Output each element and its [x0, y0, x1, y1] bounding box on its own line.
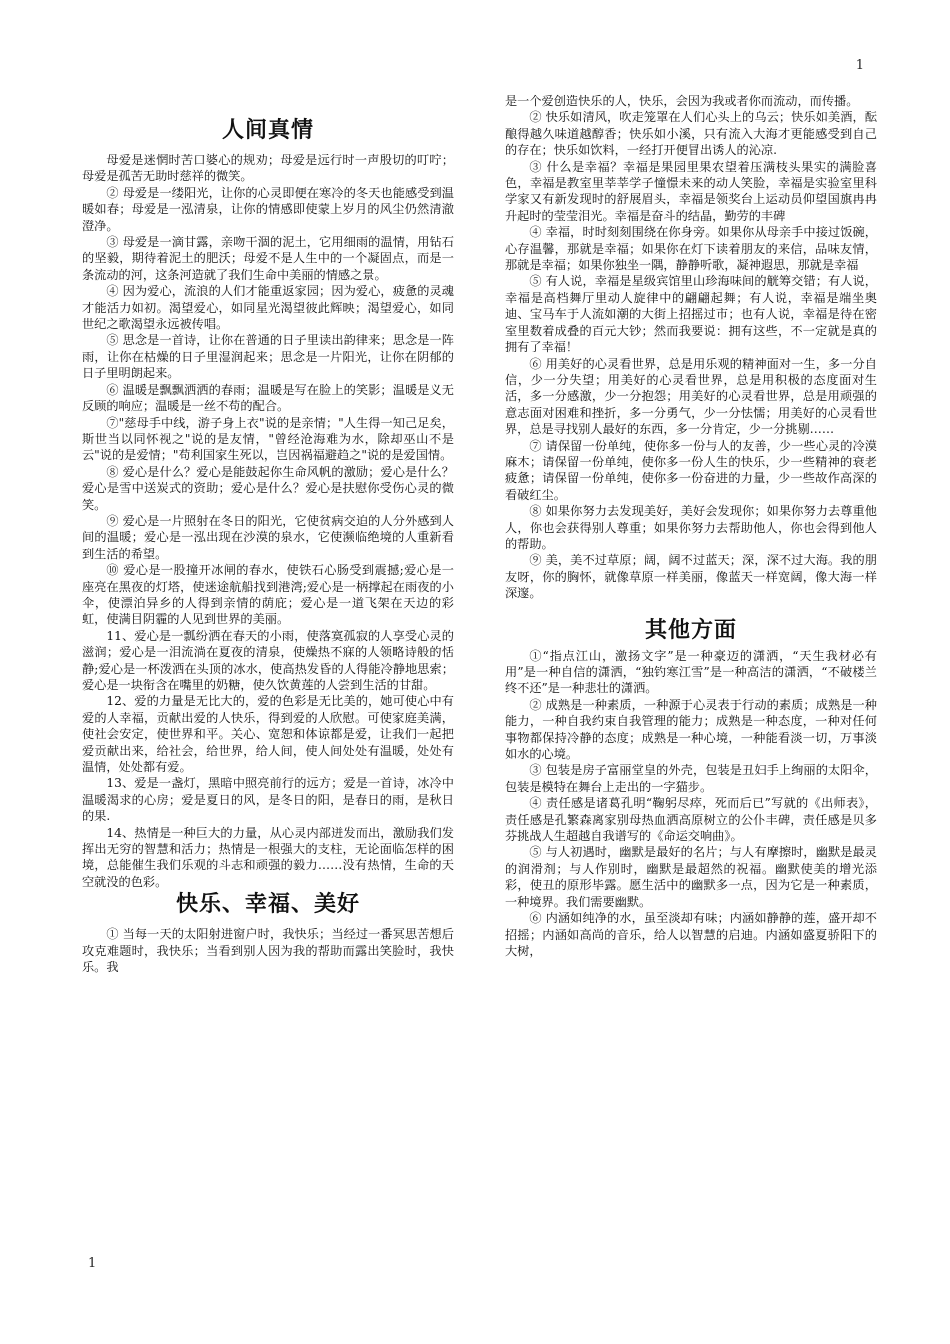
right-column [505, 93, 877, 959]
section-title-true-love: 人间真情 [221, 117, 314, 143]
paragraph: ④ 因为爱心，流浪的人们才能重返家园；因为爱心，疲惫的灵魂才能活力如初。渴望爱心，如同星光渴望彼此辉映；渴望爱心，如同世纪之歌渴望永远被传唱。 [82, 284, 454, 332]
paragraph: 14、热情是一种巨大的力量，从心灵内部迸发而出，激励我们发挥出无穷的智慧和活力；热情是一根强大的支柱，无论面临怎样的困境，总能催生我们乐观的斗志和顽强的毅力……没有热情，生命的天空就没的色彩。 [82, 825, 454, 889]
paragraph: ⑥ 用美好的心灵看世界，总是用乐观的精神面对一生，多一分自信，少一分失望；用美好的心灵看世界，总是用积极的态度面对生活，多一分感激，少一分抱怨；用美好的心灵看世界，总是用顽强的意志面对困难和挫折，多一分勇气，少一分怯懦；用美好的心灵看世界，总是寻找别人最好的东西，多一分肯定，少一分挑剔…… [505, 356, 877, 437]
paragraph: ⑤ 思念是一首诗，让你在普通的日子里读出韵律来；思念是一阵雨，让你在枯燥的日子里湿润起来；思念是一片阳光，让你在阴郁的日子里明朗起来。 [82, 333, 454, 381]
paragraph: ③ 什么是幸福？幸福是果园里果农望着压满枝头果实的满脸喜色，幸福是教室里莘莘学子憧憬未来的动人笑脸，幸福是实验室里科学家又有新发现时的舒展眉头，幸福是领奖台上运动员仰望国旗冉冉升起时的莹莹泪光。幸福是奋斗的结晶，勤劳的丰碑 [505, 159, 877, 223]
paragraph: ⑤ 与人初遇时，幽默是最好的名片；与人有摩擦时，幽默是最灵的润滑剂；与人作别时，幽默是最超然的祝福。幽默使美的增光添彩，使丑的原形毕露。愿生活中的幽默多一点，因为它是一种素质，一种境界。我们需要幽默。 [505, 845, 877, 909]
paragraph: 13、爱是一盏灯，黑暗中照亮前行的远方；爱是一首诗，冰冷中温暖渴求的心房；爱是夏日的风，是冬日的阳，是春日的雨，是秋日的果. [82, 776, 454, 824]
left-paragraphs-2 [82, 926, 454, 975]
paragraph: ④ 责任感是诸葛孔明“鞠躬尽瘁，死而后已”写就的《出师表》，责任感是孔繁森离家别母热血洒高原树立的公仆丰碑，责任感是贝多芬挑战人生超越自我谱写的《命运交响曲》。 [505, 796, 877, 844]
section-title-other-aspects: 其他方面 [644, 616, 737, 643]
paragraph: ⑤ 有人说，幸福是星级宾馆里山珍海味间的觥筹交错；有人说，幸福是高档舞厅里动人旋律中的翩翩起舞；有人说，幸福是端坐奥迪、宝马车于人流如潮的大街上招摇过市；也有人说，幸福是待在密室里数着成叠的百元大钞；然而我要说：拥有这些，不一定就是真的拥有了幸福！ [505, 274, 877, 355]
paragraph: ⑥ 内涵如纯净的水，虽至淡却有味；内涵如静静的莲，盛开却不招摇；内涵如高尚的音乐，给人以智慧的启迪。内涵如盛夏骄阳下的大树， [505, 911, 877, 958]
paragraph: ② 快乐如清风，吹走笼罩在人们心头上的乌云；快乐如美酒，酝酿得越久味道越醇香；快乐如小溪，只有流入大海才更能感受到自己的存在；快乐如饮料，一经打开便冒出诱人的沁凉. [505, 110, 877, 158]
paragraph: ⑥ 温暖是飘飘洒洒的春雨；温暖是写在脸上的笑影；温暖是义无反顾的响应；温暖是一丝不苟的配合。 [82, 382, 454, 414]
paragraph: ① 当每一天的太阳射进窗户时，我快乐；当经过一番冥思苦想后攻克难题时，我快乐；当看到别人因为我的帮助而露出笑脸时，我快乐。我 [82, 927, 454, 975]
right-paragraphs [505, 109, 877, 601]
continued-paragraph: 是一个爱创造快乐的人，快乐，会因为我或者你而流动，而传播。 [505, 94, 859, 108]
section-title-happiness: 快乐、幸福、美好 [175, 891, 360, 918]
paragraph: ④ 幸福，时时刻刻围绕在你身旁。如果你从母亲手中接过饭碗，心存温馨，那就是幸福；如果你在灯下读着朋友的来信，品味友情，那就是幸福；如果你独坐一隅，静静听歌，凝神遐思，那就是幸福 [505, 225, 877, 273]
paragraph: 母爱是迷惘时苦口婆心的规劝；母爱是远行时一声殷切的叮咛；母爱是孤苦无助时慈祥的微笑。 [82, 153, 454, 184]
paragraph: ⑨ 美，美不过草原；阔，阔不过蓝天；深，深不过大海。我的朋友呀，你的胸怀，就像草原一样美丽，像蓝天一样宽阔，像大海一样深邃。 [505, 553, 877, 601]
paragraph: ③ 母爱是一滴甘露，亲吻干涸的泥土，它用细雨的温情，用钻石的坚毅，期待着泥土的肥沃；母爱不是人生中的一个凝固点，而是一条流动的河，这条河造就了我们生命中美丽的情感之景。 [82, 235, 454, 282]
paragraph: ⑧ 如果你努力去发现美好，美好会发现你；如果你努力去尊重他人，你也会获得别人尊重；如果你努力去帮助他人，你也会得到他人的帮助。 [505, 504, 877, 551]
paragraph: 11、爱心是一瓢纷洒在春天的小雨，使落寞孤寂的人享受心灵的滋润；爱心是一泪流淌在夏夜的清泉，使燥热不寐的人领略诗般的恬静;爱心是一杯泼洒在头顶的冰水，使高热发昏的人得能冷静地思索；爱心是一块衔含在嘴里的奶糖，使久饮黄莲的人尝到生活的甘甜。 [82, 628, 454, 692]
paragraph: ⑧ 爱心是什么？爱心是能鼓起你生命风帆的激励；爱心是什么？爱心是雪中送炭式的资助；爱心是什么？爱心是扶慰你受伤心灵的微笑。 [82, 464, 454, 512]
paragraph: ⑨ 爱心是一片照射在冬日的阳光，它使贫病交迫的人分外感到人间的温暖；爱心是一泓出现在沙漠的泉水，它使濒临绝境的人重新看到生活的希望。 [82, 513, 454, 561]
paragraph: ⑩ 爱心是一股撞开冰闸的春水，使铁石心肠受到震撼;爱心是一座亮在黑夜的灯塔，使迷途航船找到港湾;爱心是一柄撑起在雨夜的小伞，使漂泊异乡的人得到亲情的荫庇；爱心是一道飞架在天边的彩虹，使满目阴霾的人见到世界的美丽。 [82, 563, 454, 627]
paragraph: ⑦ 请保留一份单纯，使你多一份与人的友善，少一些心灵的冷漠麻木；请保留一份单纯，使你多一份人生的快乐，少一些精神的衰老疲惫；请保留一份单纯，使你多一份奋进的力量，少一些故作高深的看破红尘。 [505, 438, 877, 502]
paragraph: ①“指点江山，激扬文字”是一种豪迈的潇洒，“天生我材必有用”是一种自信的潇洒，“独钓寒江雪”是一种高洁的潇洒，“不破楼兰终不还”是一种悲壮的潇洒。 [505, 648, 877, 696]
paragraph: ② 成熟是一种素质，一种源于心灵表于行动的素质；成熟是一种能力，一种自我约束自我管理的能力；成熟是一种态度，一种对任何事物都保持冷静的态度；成熟是一种心境，一种能看淡一切，万事淡如水的心境。 [505, 697, 877, 762]
paragraph: 12、爱的力量是无比大的，爱的色彩是无比美的，她可使心中有爱的人幸福，贡献出爱的人快乐，得到爱的人欣慰。可使家庭美满，使社会安定，使世界和平。关心、宽恕和体谅都是爱，让我们一起把爱贡献出来，给社会，给世界，给人间，使人间处处有温暖，处处有温情，处处都有爱。 [82, 694, 454, 775]
right-paragraphs-2 [505, 648, 877, 960]
left-column [82, 116, 454, 976]
paragraph: ② 母爱是一缕阳光，让你的心灵即便在寒冷的冬天也能感受到温暖如春；母爱是一泓清泉，让你的情感即使蒙上岁月的风尘仍然清澈澄净。 [82, 185, 454, 233]
page-number-bottom: 1 [88, 1256, 97, 1271]
left-paragraphs [82, 152, 454, 890]
page-number-top: 1 [855, 58, 864, 73]
paragraph: ③ 包装是房子富丽堂皇的外壳，包装是丑妇手上绚丽的太阳伞，包装是模特在舞台上走出的一字猫步。 [505, 763, 877, 794]
paragraph: ⑦"慈母手中线，游子身上衣"说的是亲情；"人生得一知己足矣，斯世当以同怀视之"说的是友情，"曾经沧海难为水，除却巫山不是云"说的是爱情；"苟利国家生死以，岂因祸福避趋之"说的是爱国情。 [82, 415, 454, 463]
